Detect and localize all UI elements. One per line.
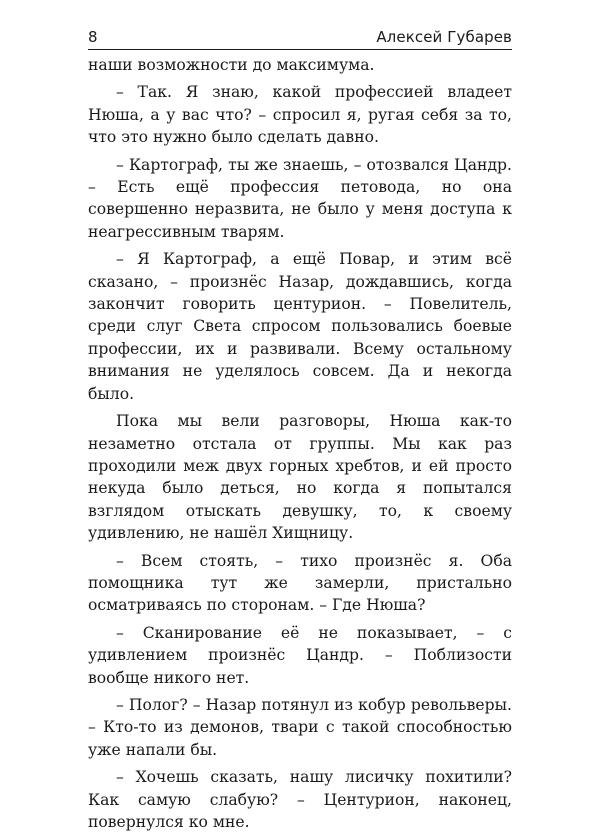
paragraph: – Сканирование её не показывает, – с удивлением произнёс Цандр. – Поблизости вообще никого нет. xyxy=(88,623,512,687)
body-text xyxy=(88,54,512,833)
author-name: Алексей Губарев xyxy=(376,28,512,46)
page-number: 8 xyxy=(88,28,98,46)
book-page xyxy=(88,28,512,838)
running-head xyxy=(88,28,512,50)
paragraph: – Я Картограф, а ещё Повар, и этим всё сказано, – произнёс Назар, дождавшись, когда закончит говорить центурион. – Повелитель, среди слуг Света спросом пользовались боевые профессии, их и развивали. Всему остальному внимания не уделялось совсем. Да и некогда было. xyxy=(88,250,512,403)
paragraph: наши возможности до максимума. xyxy=(88,56,375,74)
paragraph: – Так. Я знаю, какой профессией владеет Нюша, а у вас что? – спросил я, ругая себя за то, что это нужно было сделать давно. xyxy=(88,83,512,147)
paragraph: Пока мы вели разговоры, Нюша как-то незаметно отстала от группы. Мы как раз проходили меж двух горных хребтов, и ей просто некуда было деться, но когда я попытался взглядом отыскать девушку, то, к своему удивлению, не нашёл Хищницу. xyxy=(88,412,512,543)
paragraph: – Полог? – Назар потянул из кобур револьверы. – Кто-то из демонов, твари с такой способностью уже напали бы. xyxy=(88,695,512,759)
paragraph: – Всем стоять, – тихо произнёс я. Оба помощника тут же замерли, пристально осматриваясь по сторонам. – Где Нюша? xyxy=(88,551,512,615)
paragraph: – Хочешь сказать, нашу лисичку похитили? Как самую слабую? – Центурион, наконец, повернулся ко мне. xyxy=(88,768,512,831)
paragraph: – Картограф, ты же знаешь, – отозвался Цандр. – Есть ещё профессия петовода, но она совершенно неразвита, не было у меня доступа к неагрессивным тварям. xyxy=(88,155,512,241)
